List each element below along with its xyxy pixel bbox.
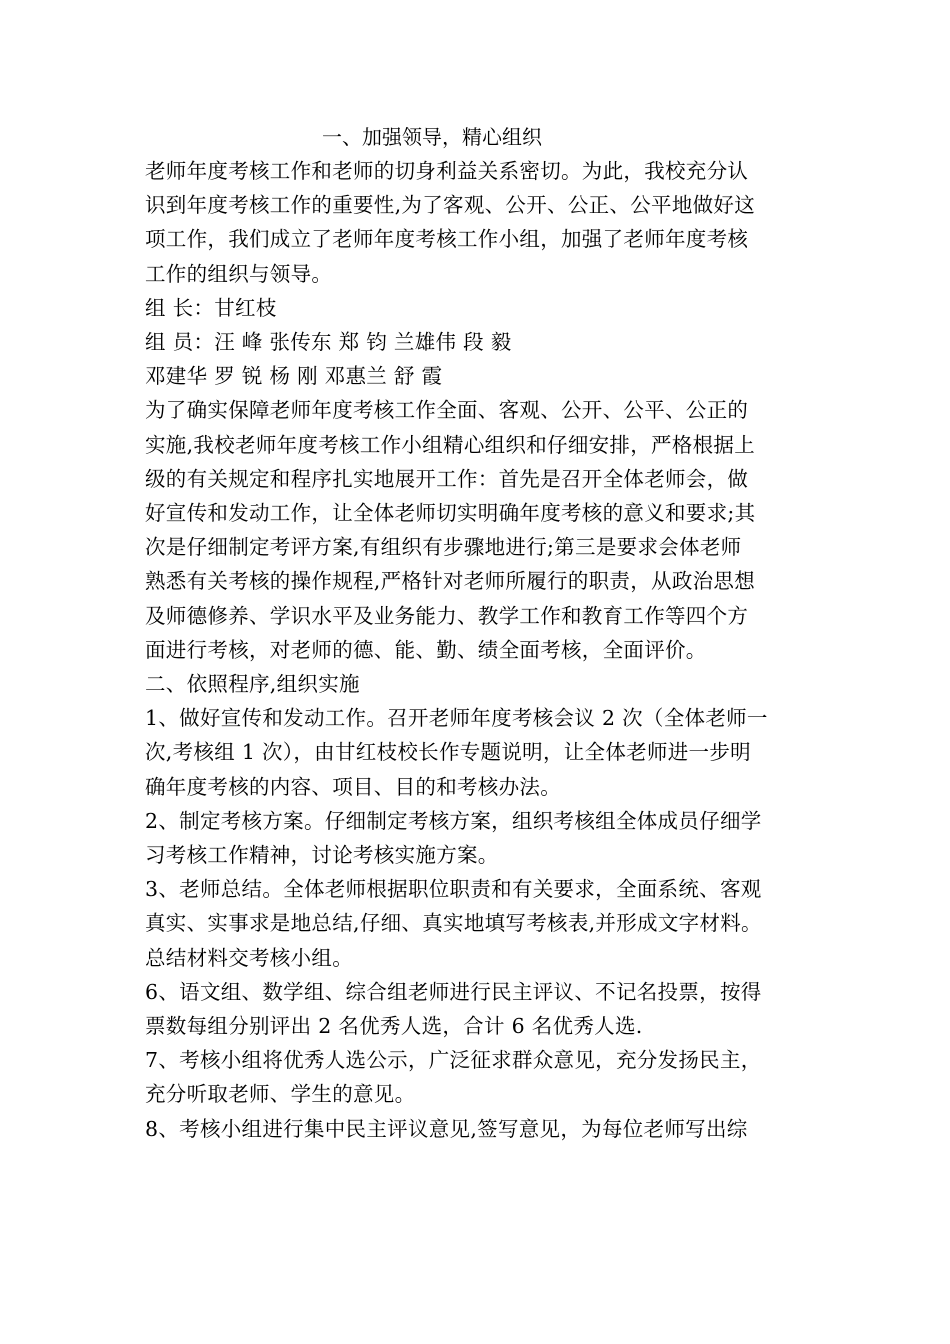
document-body (145, 120, 815, 1146)
text-line: 级的有关规定和程序扎实地展开工作：首先是召开全体老师会，做 (145, 466, 749, 491)
text-line: 老师年度考核工作和老师的切身利益关系密切。为此，我校充分认 (145, 159, 749, 183)
text-line: 面进行考核，对老师的德、能、勤、绩全面考核，全面评价。 (145, 637, 707, 662)
text-line: 1、做好宣传和发动工作。召开老师年度考核会议 2 次（全体老师一 (145, 706, 768, 731)
text-line: 习考核工作精神，讨论考核实施方案。 (145, 843, 499, 868)
text-line: 3、老师总结。全体老师根据职位职责和有关要求，全面系统、客观 (145, 877, 762, 902)
members-line: 邓建华 罗 锐 杨 刚 邓惠兰 舒 霞 (145, 364, 443, 389)
text-line: 2、制定考核方案。仔细制定考核方案，组织考核组全体成员仔细学 (145, 808, 762, 833)
text-line: 工作的组织与领导。 (145, 261, 333, 286)
text-line: 确年度考核的内容、项目、目的和考核办法。 (145, 774, 561, 799)
text-line: 为了确实保障老师年度考核工作全面、客观、公开、公平、公正的 (145, 398, 749, 423)
text-line: 总结材料交考核小组。 (145, 945, 353, 970)
text-line: 真实、实事求是地总结,仔细、真实地填写考核表,并形成文字材料。 (145, 911, 762, 936)
text-line: 及师德修养、学识水平及业务能力、教学工作和教育工作等四个方 (145, 603, 749, 628)
section-heading: 二、依照程序,组织实施 (145, 672, 360, 697)
text-line: 7、考核小组将优秀人选公示，广泛征求群众意见，充分发扬民主， (145, 1048, 762, 1073)
text-line: 项工作，我们成立了老师年度考核工作小组，加强了老师年度考核 (145, 227, 749, 252)
text-line: 6、语文组、数学组、综合组老师进行民主评议、不记名投票，按得 (145, 979, 762, 1004)
text-line: 识到年度考核工作的重要性,为了客观、公开、公正、公平地做好这 (145, 193, 756, 218)
text-line: 票数每组分别评出 2 名优秀人选，合计 6 名优秀人选. (145, 1014, 643, 1039)
text-line: 8、考核小组进行集中民主评议意见,签写意见，为每位老师写出综 (145, 1116, 748, 1141)
text-line: 次是仔细制定考评方案,有组织有步骤地进行;第三是要求会体老师 (145, 535, 742, 560)
section-heading: 一、加强领导，精心组织 (322, 125, 542, 149)
text-line: 好宣传和发动工作，让全体老师切实明确年度考核的意义和要求;其 (145, 501, 756, 526)
members-line: 组 员：汪 峰 张传东 郑 钧 兰雄伟 段 毅 (145, 330, 512, 355)
leader-line: 组 长：甘红枝 (145, 295, 277, 320)
text-line: 熟悉有关考核的操作规程,严格针对老师所履行的职责，从政治思想 (145, 569, 756, 594)
text-line: 实施,我校老师年度考核工作小组精心组织和仔细安排，严格根据上 (145, 432, 756, 457)
text-line: 充分听取老师、学生的意见。 (145, 1082, 416, 1107)
text-line: 次,考核组 1 次），由甘红枝校长作专题说明，让全体老师进一步明 (145, 740, 751, 765)
